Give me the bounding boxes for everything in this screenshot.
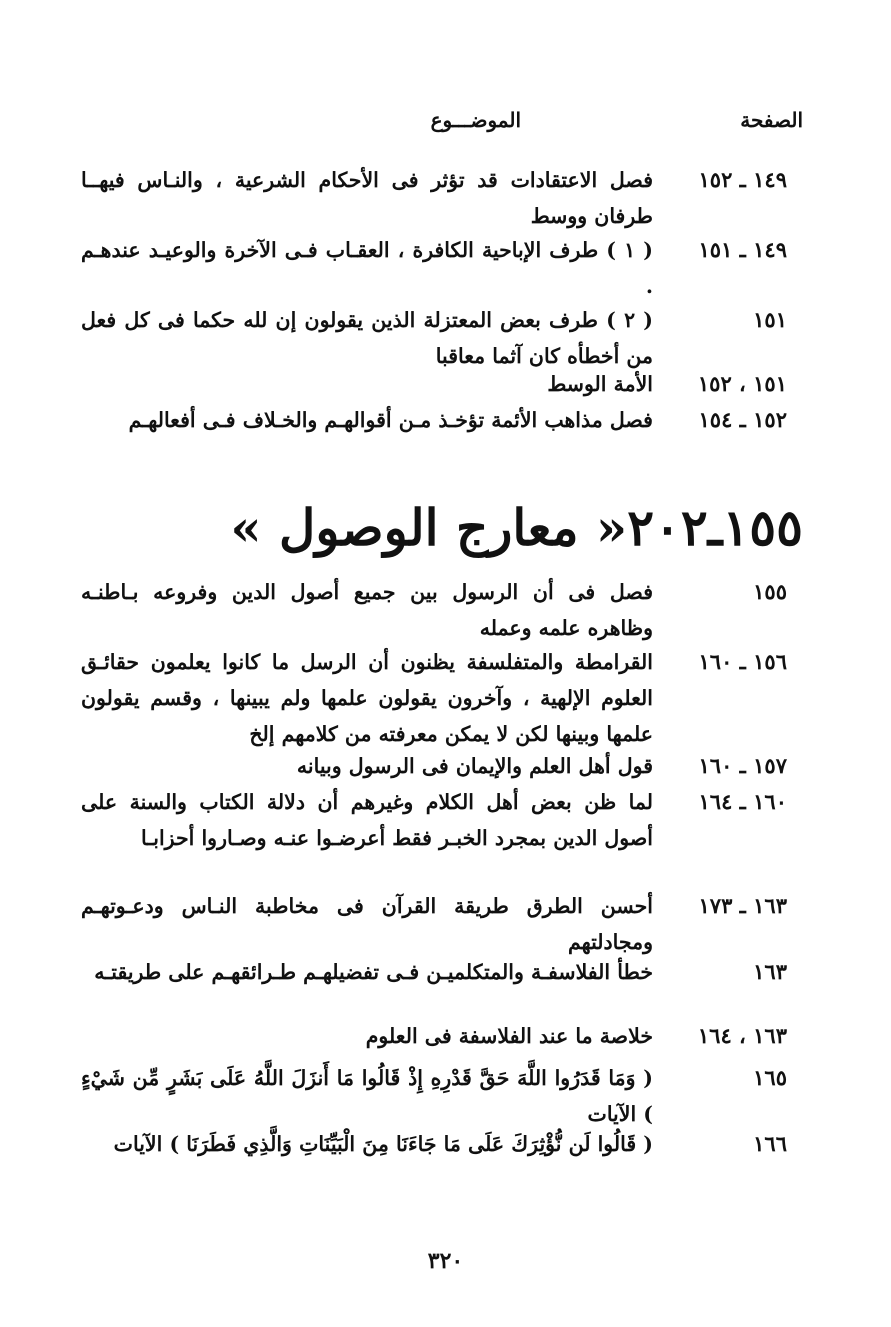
entry-pages: ١٤٩ ـ ١٥١	[698, 237, 787, 262]
entry-topic: الأمة الوسط	[547, 372, 653, 396]
entry-pages: ١٥٦ ـ ١٦٠	[698, 649, 787, 674]
entry-topic: القرامطة والمتفلسفة يظنون أن الرسل ما كانوا يعلمون حقائـق العلوم الإلهية ، وآخرون يقولون علمها ولم يبينها ، وقسم يقولون علمها وبينها لكن لا يمكن معرفته من كلامهم إلخ	[81, 650, 653, 746]
entry-topic: أحسن الطرق طريقة القرآن فى مخاطبة النـاس ودعـوتهـم ومجادلتهم	[81, 894, 653, 954]
entry-pages: ١٥٢ ـ ١٥٤	[698, 407, 787, 432]
entry-topic: ( ١ ) طرف الإباحية الكافرة ، العقـاب فـى الآخرة والوعيـد عندهـم .	[81, 238, 653, 298]
entry-pages: ١٥١ ، ١٥٢	[697, 371, 787, 396]
section-title: ١٥٥ـ٢٠٢« معارج الوصول »	[230, 498, 803, 557]
entry-topic: ( ٢ ) طرف بعض المعتزلة الذين يقولون إن لله حكما فى كل فعل من أخطأه كان آثما معاقبا	[81, 308, 653, 368]
entry-pages: ١٦٣ ، ١٦٤	[697, 1023, 787, 1048]
entry-topic: ( قَالُوا لَن نُّؤْثِرَكَ عَلَى مَا جَاءَنَا مِنَ الْبَيِّنَاتِ وَالَّذِي فَطَرَنَا ) الآيات	[113, 1132, 653, 1156]
entry-pages: ١٦٠ ـ ١٦٤	[698, 789, 787, 814]
entry-topic: خلاصة ما عند الفلاسفة فى العلوم	[365, 1024, 653, 1048]
entry-topic: فصل الاعتقادات قد تؤثر فى الأحكام الشرعية ، والنـاس فيهــا طرفان ووسط	[81, 168, 653, 228]
entry-pages: ١٥١	[753, 307, 787, 332]
page-number: ٣٢٠	[427, 1248, 464, 1274]
entry-pages: ١٥٥	[753, 579, 787, 604]
entry-topic: قول أهل العلم والإيمان فى الرسول وبيانه	[296, 754, 653, 778]
entry-topic: خطأ الفلاسفـة والمتكلميـن فـى تفضيلهـم طـرائقهـم على طريقتـه	[94, 960, 653, 984]
entry-topic: لما ظن بعض أهل الكلام وغيرهم أن دلالة الكتاب والسنة على أصول الدين بمجرد الخبـر فقط أعرضـوا عنـه وصـاروا أحزابـا	[81, 790, 653, 850]
entry-topic: فصل مذاهب الأئمة تؤخـذ مـن أقوالهـم والخـلاف فـى أفعالهـم	[128, 408, 653, 432]
entry-topic: ( وَمَا قَدَرُوا اللَّهَ حَقَّ قَدْرِهِ إِذْ قَالُوا مَا أَنزَلَ اللَّهُ عَلَى بَشَرٍ مِّن شَيْءٍ ) الآيات	[81, 1066, 653, 1126]
page-column-header: الصفحة	[740, 108, 803, 132]
entry-pages: ١٦٥	[753, 1065, 787, 1090]
entry-pages: ١٥٧ ـ ١٦٠	[698, 753, 787, 778]
entry-pages: ١٦٣ ـ ١٧٣	[698, 893, 787, 918]
topic-column-header: الموضـــوع	[430, 108, 521, 132]
entry-pages: ١٦٣	[753, 959, 787, 984]
entry-topic: فصل فى أن الرسول بين جميع أصول الدين وفروعه بـاطنـه وظاهره علمه وعمله	[81, 580, 653, 640]
entry-pages: ١٤٩ ـ ١٥٢	[698, 167, 787, 192]
entry-pages: ١٦٦	[753, 1131, 787, 1156]
